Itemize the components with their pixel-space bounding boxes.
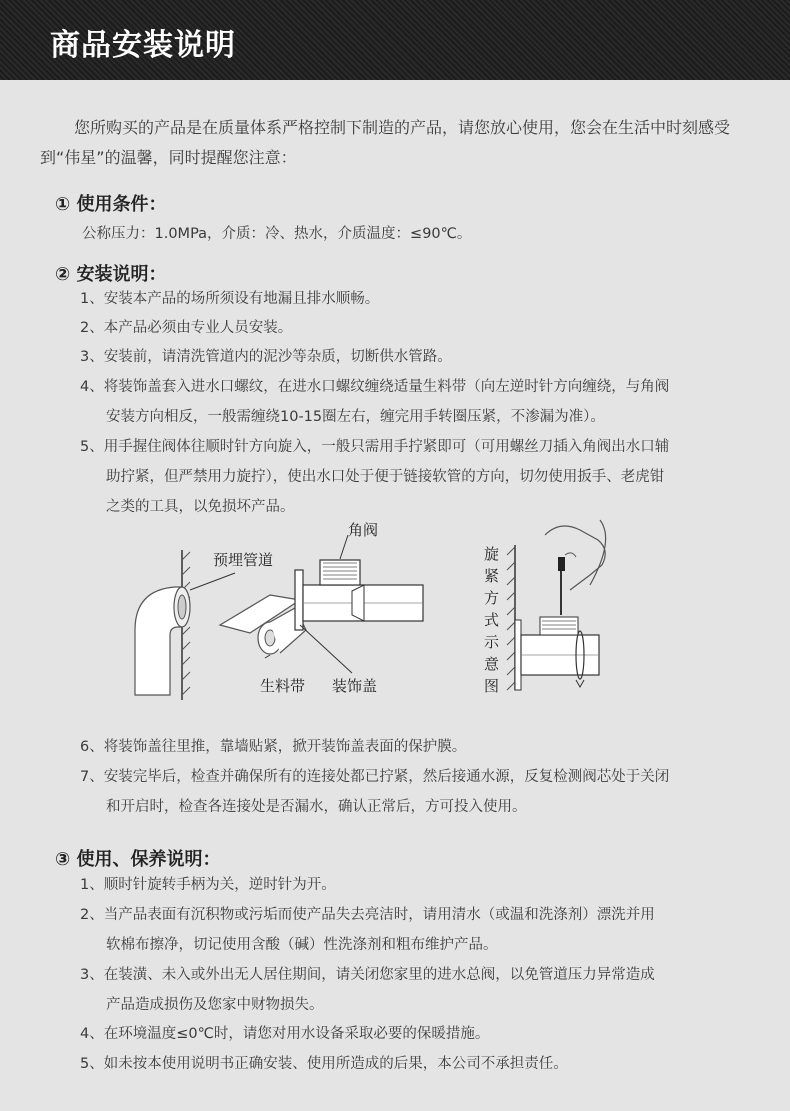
maintenance-item-1 [80,870,336,900]
item-line: 3、在装潢、未入或外出无人居住期间，请关闭您家里的进水总阀，以免管道压力异常造成 [80,967,655,983]
installation-illustration [120,515,740,715]
item-line: 助拧紧，但严禁用力旋拧），使出水口处于便于链接软管的方向，切勿使用扳手、老虎钳 [106,469,665,485]
maintenance-item-3 [80,960,655,1020]
install-item-7 [80,762,669,822]
install-item-4 [80,372,669,432]
item-line: 之类的工具，以免损坏产品。 [106,499,295,515]
label-sealing-tape: 生料带 [260,677,306,695]
maintenance-item-4 [80,1019,489,1049]
installation-diagram [120,515,740,715]
item-line: 4、将装饰盖套入进水口螺纹，在进水口螺纹缠绕适量生料带（向左逆时针方向缠绕，与角阀 [80,379,670,395]
usage-conditions-text: 公称压力：1.0MPa，介质：冷、热水，介质温度：≤90℃。 [82,226,472,242]
item-line: 软棉布擦净，切记使用含酸（碱）性洗涤剂和粗布维护产品。 [106,937,498,953]
label-angle-valve: 角阀 [348,521,379,539]
item-line: 4、在环境温度≤0℃时，请您对用水设备采取必要的保暖措施。 [80,1026,490,1042]
install-item-6 [80,732,466,762]
section-maintenance-title: ③ 使用、保养说明： [55,849,221,870]
label-tightening-method: 旋紧方式示意图 [484,545,500,695]
install-item-5 [80,432,669,522]
label-decorative-cover: 装饰盖 [332,677,378,695]
item-line: 6、将装饰盖往里推，靠墙贴紧，掀开装饰盖表面的保护膜。 [80,739,467,755]
page-header [0,0,790,80]
item-line: 7、安装完毕后，检查并确保所有的连接处都已拧紧，然后接通水源，反复检测阀芯处于关闭 [80,769,670,785]
install-item-1 [80,284,379,314]
label-embedded-pipe: 预埋管道 [213,551,274,569]
item-line: 5、如未按本使用说明书正确安装、使用所造成的后果，本公司不承担责任。 [80,1056,568,1072]
item-line: 5、用手握住阀体往顺时针方向旋入，一般只需用手拧紧即可（可用螺丝刀插入角阀出水口辅 [80,439,670,455]
item-line: 和开启时，检查各连接处是否漏水，确认正常后，方可投入使用。 [106,799,527,815]
maintenance-item-2 [80,900,655,960]
item-line: 2、本产品必须由专业人员安装。 [80,320,293,336]
section-usage-conditions-title: ① 使用条件： [55,194,167,215]
item-line: 2、当产品表面有沉积物或污垢而使产品失去亮洁时，请用清水（或温和洗涤剂）漂洗并用 [80,907,655,923]
item-line: 安装方向相反，一般需缠绕10-15圈左右，缠完用手转圈压紧，不渗漏为准）。 [106,409,605,425]
section-install-title: ② 安装说明： [55,264,167,285]
maintenance-item-5 [80,1049,568,1079]
item-line: 1、安装本产品的场所须设有地漏且排水顺畅。 [80,291,380,307]
page-title: 商品安装说明 [50,28,236,63]
item-line: 3、安装前，请清洗管道内的泥沙等杂质，切断供水管路。 [80,349,452,365]
install-item-3 [80,342,452,372]
item-line: 1、顺时针旋转手柄为关，逆时针为开。 [80,877,336,893]
item-line: 产品造成损伤及您家中财物损失。 [106,997,324,1013]
install-item-2 [80,313,292,343]
intro-paragraph: 您所购买的产品是在质量体系严格控制下制造的产品，请您放心使用，您会在生活中时刻感受到“伟星”的温馨，同时提醒您注意： [40,118,731,167]
